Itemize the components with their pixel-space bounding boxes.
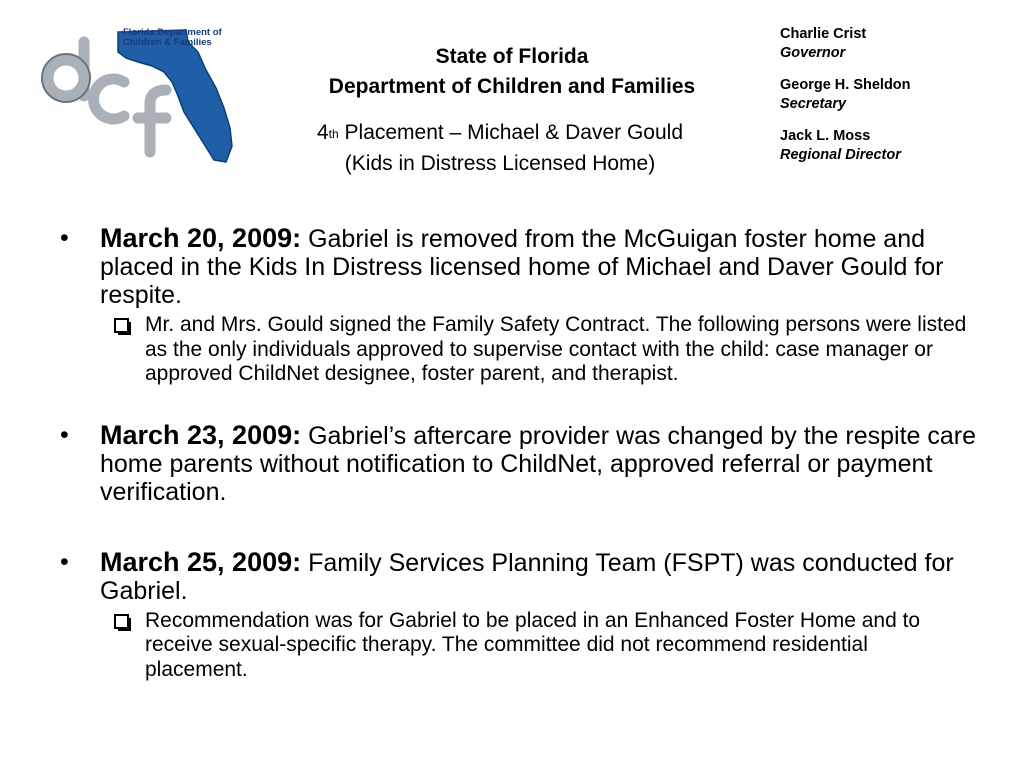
dcf-logo — [38, 12, 243, 170]
official-secretary: George H. Sheldon Secretary — [780, 77, 911, 112]
timeline-date: March 25, 2009: — [100, 546, 302, 577]
bullet-icon: • — [60, 547, 69, 576]
bullet-icon: • — [60, 224, 69, 252]
subtitle-line-2: (Kids in Distress Licensed Home) — [344, 152, 656, 175]
agency-name: Florida Department of Children & Families — [123, 27, 222, 48]
timeline-text: Family Services Planning Team (FSPT) was conducted for Gabriel. — [100, 548, 954, 605]
official-regional-director: Jack L. Moss Regional Director — [780, 128, 901, 163]
page-subtitle — [262, 117, 738, 179]
checkbox-bullet-icon — [114, 318, 129, 333]
timeline-subitem: Recommendation was for Gabriel to be placed in an Enhanced Foster Home and to receive sexual-specific therapy. The committee did not recommend residential placement. — [145, 609, 976, 683]
timeline-item — [56, 224, 976, 309]
bullet-icon: • — [60, 420, 69, 449]
title-line-1: State of Florida — [435, 45, 589, 68]
timeline-item — [56, 421, 976, 506]
timeline-text: Gabriel is removed from the McGuigan foster home and placed in the Kids In Distress licensed home of Michael and Daver Gould for respite. — [100, 225, 944, 309]
timeline-date: March 20, 2009: — [100, 223, 302, 253]
timeline-subitem: Mr. and Mrs. Gould signed the Family Safety Contract. The following persons were listed as the only individuals approved to supervise contact with the child: case manager or approved ChildNet designee, foster parent, and therapist. — [145, 313, 976, 387]
title-line-2: Department of Children and Families — [328, 75, 696, 98]
timeline-text: Gabriel’s aftercare provider was changed by the respite care home parents without notification to ChildNet, approved referral or payment verification. — [100, 421, 977, 506]
checkbox-bullet-icon — [114, 614, 129, 629]
officials-list — [780, 25, 911, 178]
subtitle-line-1: 4th Placement – Michael & Daver Gould — [316, 121, 684, 144]
timeline-content — [56, 224, 976, 682]
timeline-date: March 23, 2009: — [100, 419, 302, 450]
timeline-item — [56, 548, 976, 605]
official-governor: Charlie Crist Governor — [780, 26, 867, 61]
page-title — [262, 42, 762, 102]
